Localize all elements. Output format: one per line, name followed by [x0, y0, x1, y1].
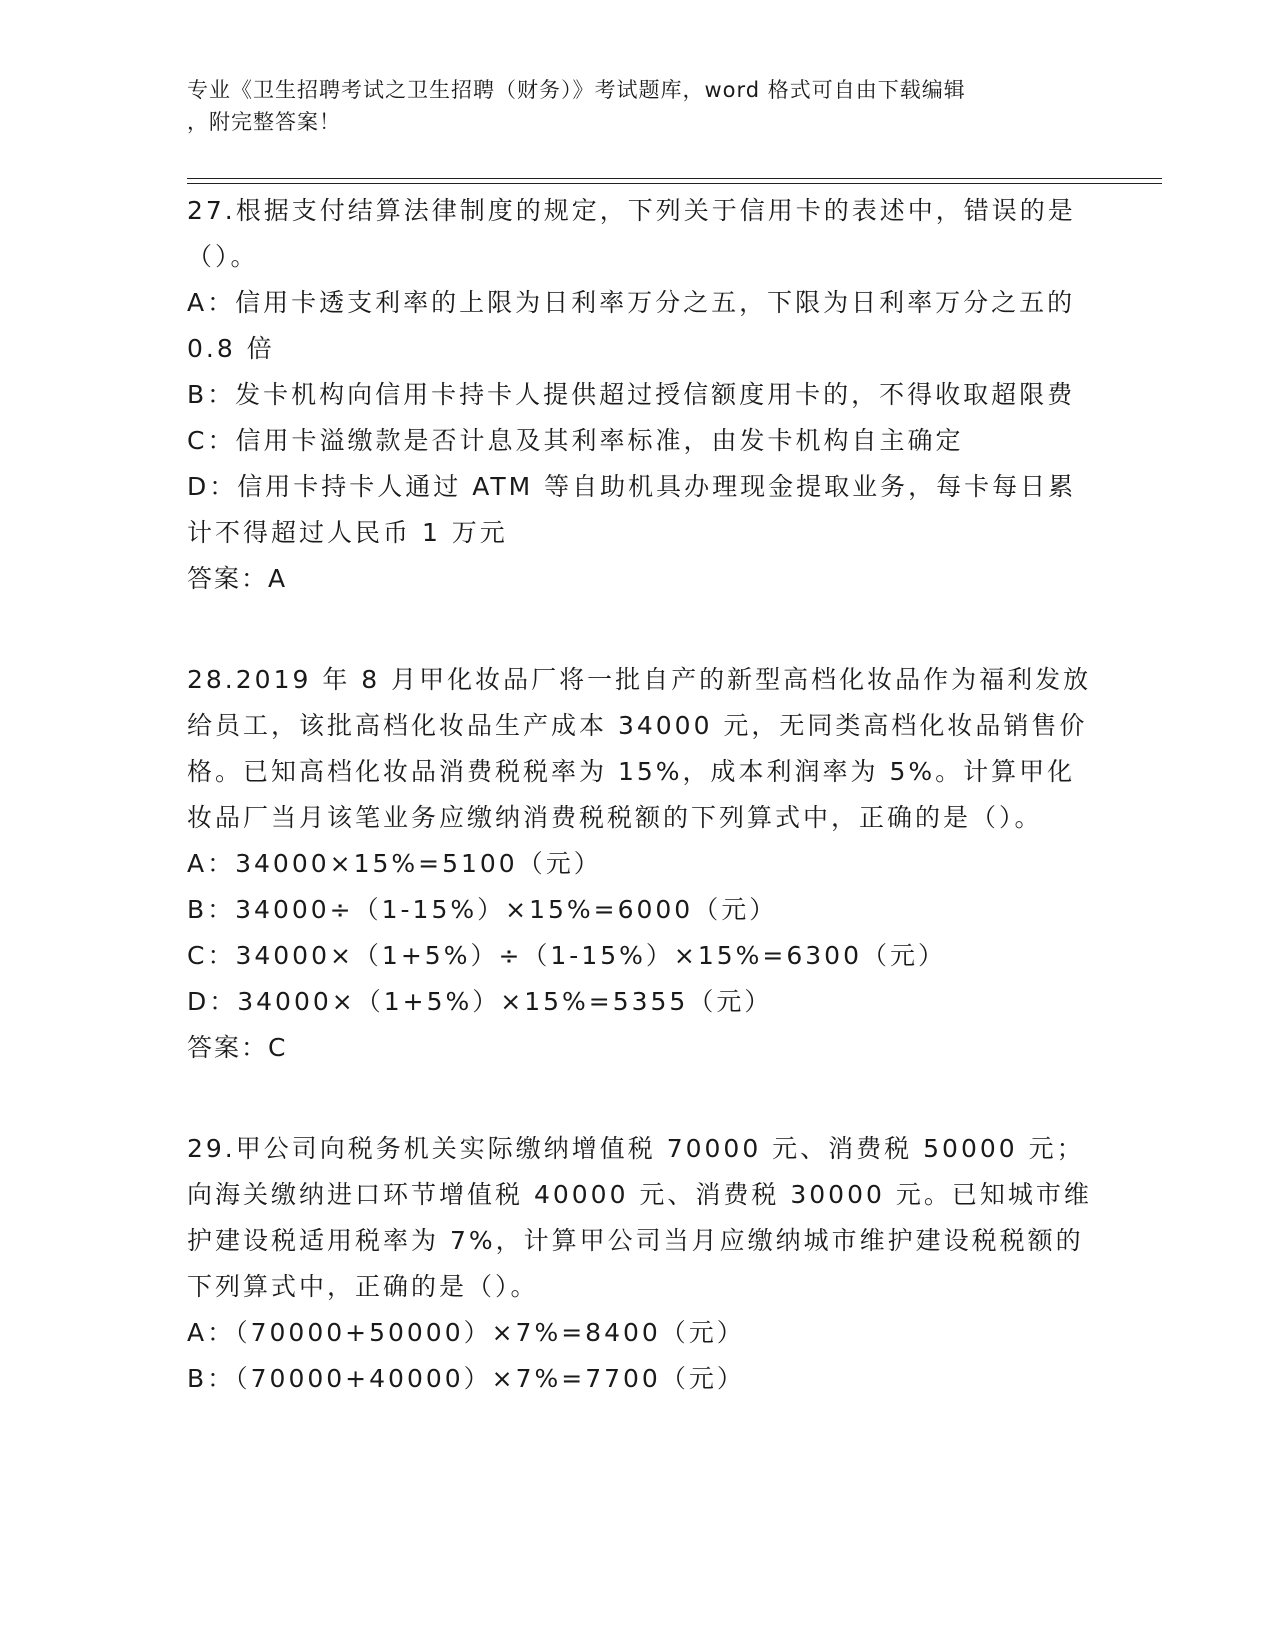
header-line-1: 专业《卫生招聘考试之卫生招聘（财务）》考试题库，word 格式可自由下载编辑 [187, 78, 966, 102]
question-list [187, 188, 1092, 1402]
header-line-2: ，附完整答案！ [187, 110, 341, 134]
answer-label: 答案：A [187, 564, 288, 593]
question-28 [187, 657, 1092, 1071]
answer-label: 答案：C [187, 1033, 288, 1062]
option-c: C：信用卡溢缴款是否计息及其利率标准，由发卡机构自主确定 [187, 426, 964, 455]
question-spacer [187, 1071, 1092, 1126]
option-a: A：（70000+50000）×7%=8400（元） [187, 1318, 745, 1347]
document-header [187, 74, 1087, 138]
question-27 [187, 188, 1092, 602]
question-29 [187, 1126, 1092, 1402]
option-b: B：（70000+40000）×7%=7700（元） [187, 1364, 745, 1393]
question-stem: 28.2019 年 8 月甲化妆品厂将一批自产的新型高档化妆品作为福利发放给员工，该批高档化妆品生产成本 34000 元，无同类高档化妆品销售价格。已知高档化妆品消费税税率为 15%，成本利润率为 5%。计算甲化妆品厂当月该笔业务应缴纳消费税税额的下列算式中，正确的是（）。 [187, 665, 1092, 832]
option-d: D：34000×（1+5%）×15%=5355（元） [187, 987, 773, 1016]
question-stem: 27.根据支付结算法律制度的规定，下列关于信用卡的表述中，错误的是（）。 [187, 196, 1076, 271]
option-a: A：信用卡透支利率的上限为日利率万分之五，下限为日利率万分之五的 0.8 倍 [187, 288, 1076, 363]
question-spacer [187, 602, 1092, 657]
header-divider-bottom [187, 183, 1162, 184]
option-d: D：信用卡持卡人通过 ATM 等自助机具办理现金提取业务，每卡每日累计不得超过人民币 1 万元 [187, 472, 1077, 547]
option-a: A：34000×15%=5100（元） [187, 849, 602, 878]
option-c: C：34000×（1+5%）÷（1-15%）×15%=6300（元） [187, 941, 946, 970]
header-divider-top [187, 178, 1162, 179]
question-stem: 29.甲公司向税务机关实际缴纳增值税 70000 元、消费税 50000 元；向海关缴纳进口环节增值税 40000 元、消费税 30000 元。已知城市维护建设税适用税率为 7%，计算甲公司当月应缴纳城市维护建设税税额的下列算式中，正确的是（）。 [187, 1134, 1092, 1301]
option-b: B：发卡机构向信用卡持卡人提供超过授信额度用卡的，不得收取超限费 [187, 380, 1076, 409]
option-b: B：34000÷（1-15%）×15%=6000（元） [187, 895, 778, 924]
